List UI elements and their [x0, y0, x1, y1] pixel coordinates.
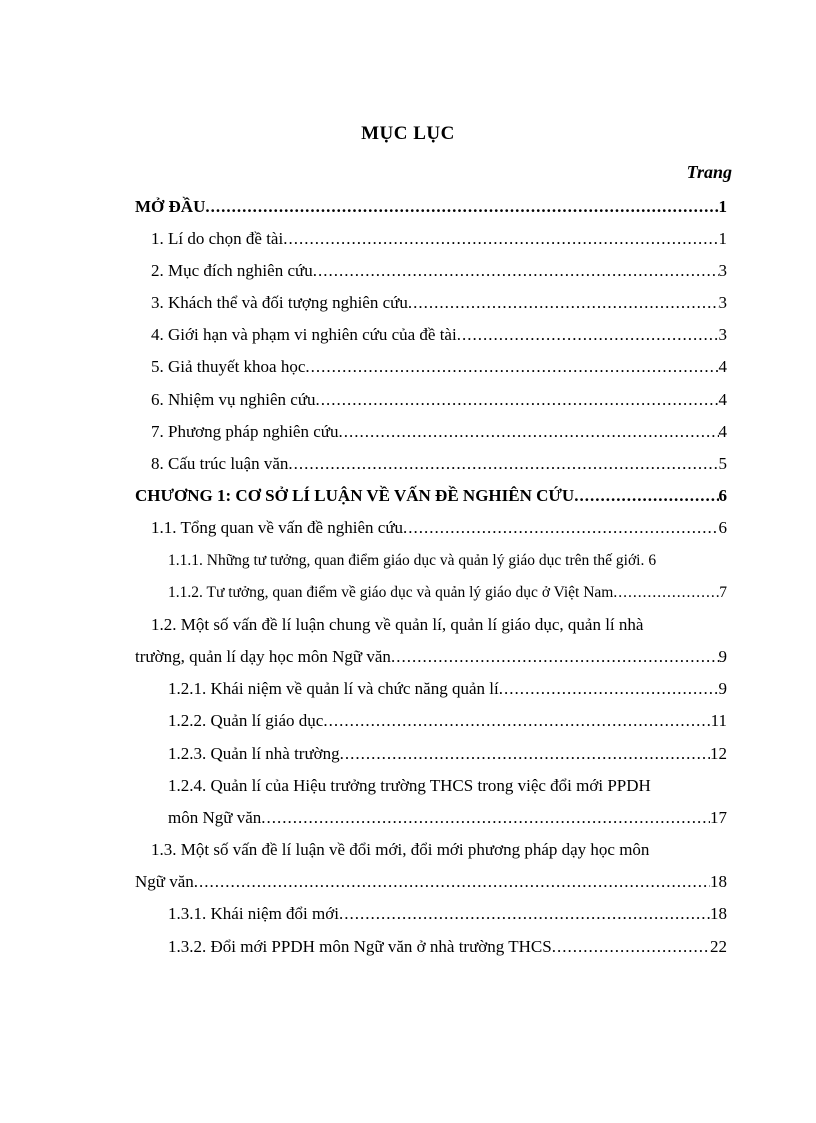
- toc-entry-1-2-4-line1[interactable]: 1.2.4. Quản lí của Hiệu trưởng trường THCS trong việc đổi mới PPDH: [168, 776, 651, 795]
- toc-page-number: 7: [719, 584, 727, 601]
- toc-entry-chapter-1[interactable]: [135, 485, 727, 507]
- toc-entry-mo-dau[interactable]: [135, 196, 727, 218]
- toc-entry-7[interactable]: [151, 421, 727, 443]
- toc-label: 1.3.1. Khái niệm đổi mới: [168, 904, 339, 923]
- toc-leader-dots: [574, 485, 718, 507]
- toc-label: 5. Giả thuyết khoa học: [151, 357, 306, 376]
- toc-entry-1-2-2[interactable]: [168, 710, 727, 732]
- toc-entry-1-3-line1[interactable]: 1.3. Một số vấn đề lí luận về đổi mới, đổi mới phương pháp dạy học môn: [151, 840, 650, 859]
- toc-leader-dots: [408, 292, 719, 314]
- toc-entry-1[interactable]: [151, 228, 727, 250]
- toc-label: 8. Cấu trúc luận văn: [151, 454, 289, 473]
- toc-entry-1-3-1[interactable]: [168, 903, 727, 925]
- toc-leader-dots: [323, 710, 710, 732]
- toc-leader-dots: [403, 517, 718, 539]
- toc-label: 1.1.1. Những tư tưởng, quan điểm giáo dục và quản lý giáo dục trên thế giới.: [168, 552, 645, 569]
- toc-label: 1. Lí do chọn đề tài: [151, 229, 284, 248]
- page-title: MỤC LỤC: [361, 123, 455, 144]
- toc-page-number: 9: [718, 647, 727, 666]
- toc-leader-dots: [499, 678, 719, 700]
- toc-leader-dots: [313, 260, 719, 282]
- toc-label: 1.2.2. Quản lí giáo dục: [168, 711, 324, 730]
- toc-entry-1-2-line1[interactable]: 1.2. Một số vấn đề lí luận chung về quản lí, quản lí giáo dục, quản lí nhà: [151, 615, 644, 634]
- toc-entry-1-2-4[interactable]: [168, 807, 727, 829]
- toc-label: 6. Nhiệm vụ nghiên cứu: [151, 390, 316, 409]
- toc-page-number: 4: [718, 357, 727, 376]
- toc-entry-1-1-2[interactable]: [168, 582, 727, 604]
- toc-label: 1.1. Tổng quan về vấn đề nghiên cứu: [151, 518, 404, 537]
- toc-page-number: 18: [710, 872, 727, 891]
- toc-entry-1-2[interactable]: [135, 646, 727, 668]
- page-column-header: Trang: [686, 162, 732, 182]
- toc-page-number: 6: [718, 486, 727, 505]
- toc-label: 1.2.3. Quản lí nhà trường: [168, 744, 340, 763]
- toc-entry-5[interactable]: [151, 356, 727, 378]
- toc-page-number: 1: [718, 229, 727, 248]
- toc-page-number: 22: [710, 937, 727, 956]
- toc-entry-3[interactable]: [151, 292, 727, 314]
- toc-page-number: 6: [718, 518, 727, 537]
- toc-entry-1-1[interactable]: [151, 517, 727, 539]
- toc-page-number: 3: [718, 293, 727, 312]
- toc-label: 2. Mục đích nghiên cứu: [151, 261, 313, 280]
- toc-entry-1-3[interactable]: [135, 871, 727, 893]
- toc-page-number: 4: [718, 390, 727, 409]
- toc-label: môn Ngữ văn: [168, 808, 262, 827]
- toc-page-number: 3: [718, 325, 727, 344]
- toc-leader-dots: [316, 389, 719, 411]
- toc-entry-4[interactable]: [151, 324, 727, 346]
- toc-leader-dots: [338, 421, 718, 443]
- toc-leader-dots: [261, 807, 710, 829]
- toc-entry-1-3-2[interactable]: [168, 936, 727, 958]
- toc-entry-1-2-3[interactable]: [168, 743, 727, 765]
- toc-label: 1.3.2. Đổi mới PPDH môn Ngữ văn ở nhà trường THCS: [168, 937, 552, 956]
- toc-page-number: 9: [718, 679, 727, 698]
- toc-leader-dots: [340, 743, 710, 765]
- toc-leader-dots: [194, 871, 710, 893]
- toc-page-number: 11: [710, 711, 727, 730]
- toc-label: MỞ ĐẦU: [135, 197, 206, 216]
- toc-leader-dots: [305, 356, 718, 378]
- toc-page-number: 17: [710, 808, 727, 827]
- toc-leader-dots: [613, 582, 719, 604]
- toc-entry-2[interactable]: [151, 260, 727, 282]
- toc-label: 3. Khách thể và đối tượng nghiên cứu: [151, 293, 408, 312]
- toc-page-number: 3: [718, 261, 727, 280]
- toc-entry-6[interactable]: [151, 389, 727, 411]
- toc-page-number: 18: [710, 904, 727, 923]
- toc-label: 1.2.1. Khái niệm về quản lí và chức năng quản lí: [168, 679, 499, 698]
- toc-entry-1-2-1[interactable]: [168, 678, 727, 700]
- toc-label: 7. Phương pháp nghiên cứu: [151, 422, 339, 441]
- toc-page-number: 4: [718, 422, 727, 441]
- toc-label: Ngữ văn: [135, 872, 194, 891]
- toc-page-number: 1: [718, 197, 727, 216]
- toc-entry-8[interactable]: [151, 453, 727, 475]
- toc-leader-dots: [283, 228, 718, 250]
- toc-page-number: 6: [648, 552, 657, 569]
- toc-label: CHƯƠNG 1: CƠ SỞ LÍ LUẬN VỀ VẤN ĐỀ NGHIÊN CỨU: [135, 486, 575, 505]
- toc-label: 1.1.2. Tư tưởng, quan điểm về giáo dục và quản lý giáo dục ở Việt Nam: [168, 584, 614, 601]
- toc-leader-dots: [391, 646, 719, 668]
- toc-leader-dots: [457, 324, 719, 346]
- toc-entry-1-1-1[interactable]: [168, 550, 727, 572]
- toc-leader-dots: [339, 903, 710, 925]
- toc-label: 4. Giới hạn và phạm vi nghiên cứu của đề tài: [151, 325, 457, 344]
- toc-page-number: 5: [718, 454, 727, 473]
- toc-page-number: 12: [710, 744, 727, 763]
- toc-leader-dots: [552, 936, 710, 958]
- toc-leader-dots: [205, 196, 718, 218]
- toc-leader-dots: [288, 453, 718, 475]
- toc-label: trường, quản lí dạy học môn Ngữ văn: [135, 647, 391, 666]
